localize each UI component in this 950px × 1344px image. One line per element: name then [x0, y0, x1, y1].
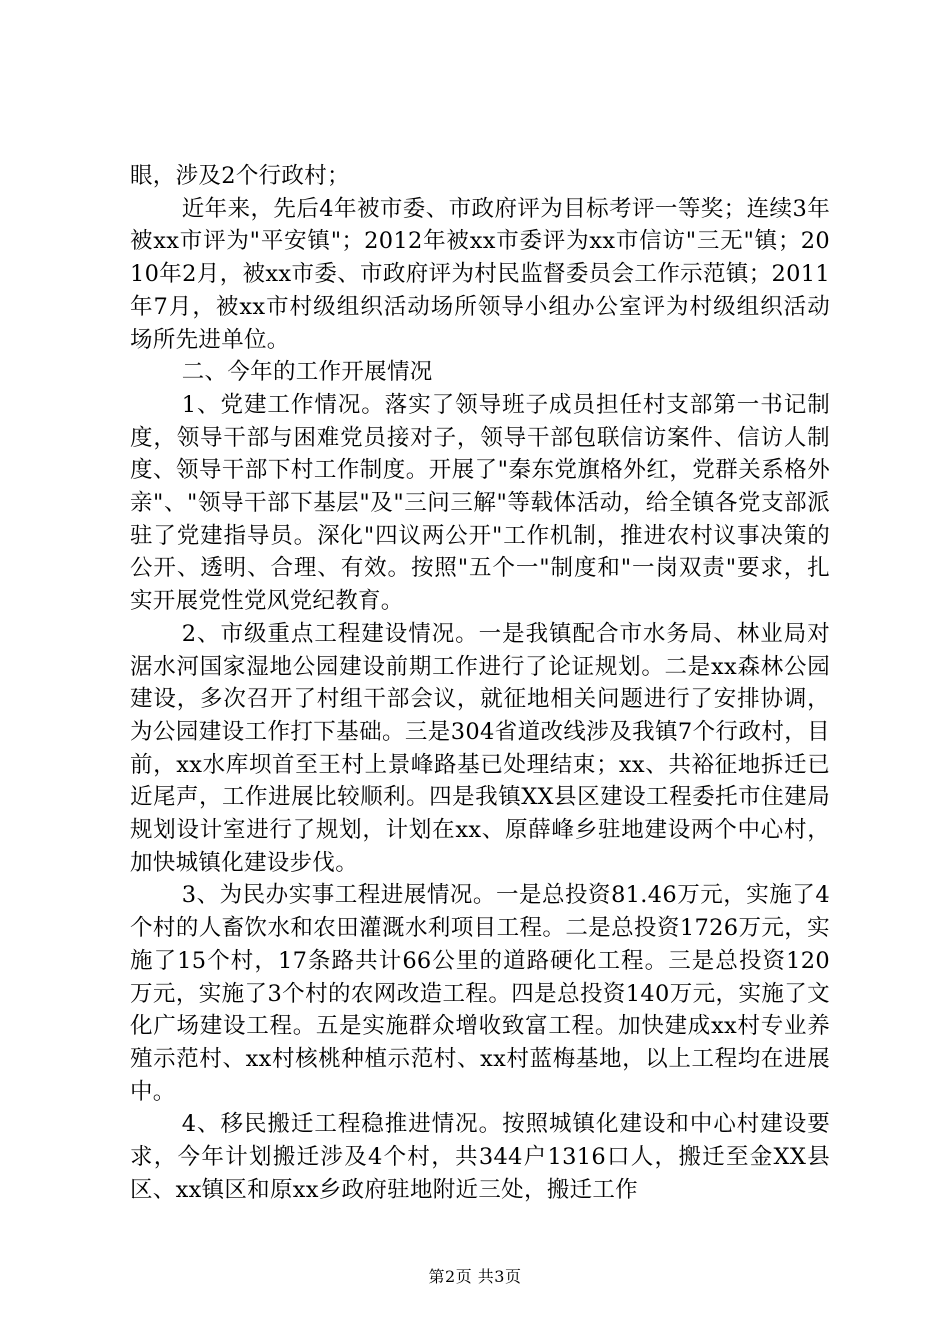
paragraph-1: 近年来，先后4年被市委、市政府评为目标考评一等奖；连续3年被xx市评为"平安镇"；2012年被xx市委评为xx市信访"三无"镇；2010年2月，被xx市委、市政府评为村民监督委员会工作示范镇；2011年7月，被xx市村级组织活动场所领导小组办公室评为村级组织活动场所先进单位。 [130, 195, 830, 353]
paragraph-public-projects: 3、为民办实事工程进展情况。一是总投资81.46万元，实施了4个村的人畜饮水和农田灌溉水利项目工程。二是总投资1726万元，实施了15个村，17条路共计66公里的道路硬化工程。三是总投资120万元，实施了3个村的农网改造工程。四是总投资140万元，实施了文化广场建设工程。五是实施群众增收致富工程。加快建成xx村专业养殖示范村、xx村核桃种植示范村、xx村蓝梅基地，以上工程均在进展中。 [130, 882, 830, 1105]
page-footer: 第2页 共3页 [428, 1267, 522, 1286]
paragraph-key-projects: 2、市级重点工程建设情况。一是我镇配合市水务局、林业局对涺水河国家湿地公园建设前期工作进行了论证规划。二是xx森林公园建设，多次召开了村组干部会议，就征地相关问题进行了安排协调，为公园建设工作打下基础。三是304省道改线涉及我镇7个行政村，目前，xx水库坝首至王村上景峰路基已处理结束；xx、共裕征地拆迁已近尾声，工作进展比较顺利。四是我镇XX县区建设工程委托市住建局规划设计室进行了规划，计划在xx、原薛峰乡驻地建设两个中心村，加快城镇化建设步伐。 [130, 620, 830, 876]
paragraph-relocation: 4、移民搬迁工程稳推进情况。按照城镇化建设和中心村建设要求，今年计划搬迁涉及4个村，共344户1316口人，搬迁至金XX县区、xx镇区和原xx乡政府驻地附近三处，搬迁工作 [130, 1111, 830, 1203]
section-heading: 二、今年的工作开展情况 [181, 359, 433, 386]
document-body [130, 160, 830, 1207]
paragraph-party-building: 1、党建工作情况。落实了领导班子成员担任村支部第一书记制度，领导干部与困难党员接对子，领导干部包联信访案件、信访人制度、领导干部下村工作制度。开展了"秦东党旗格外红，党群关系格外亲"、"领导干部下基层"及"三问三解"等载体活动，给全镇各党支部派驻了党建指导员。深化"四议两公开"工作机制，推进农村议事决策的公开、透明、合理、有效。按照"五个一"制度和"一岗双责"要求，扎实开展党性党风党纪教育。 [130, 391, 830, 615]
paragraph-0: 眼，涉及2个行政村； [130, 163, 350, 189]
